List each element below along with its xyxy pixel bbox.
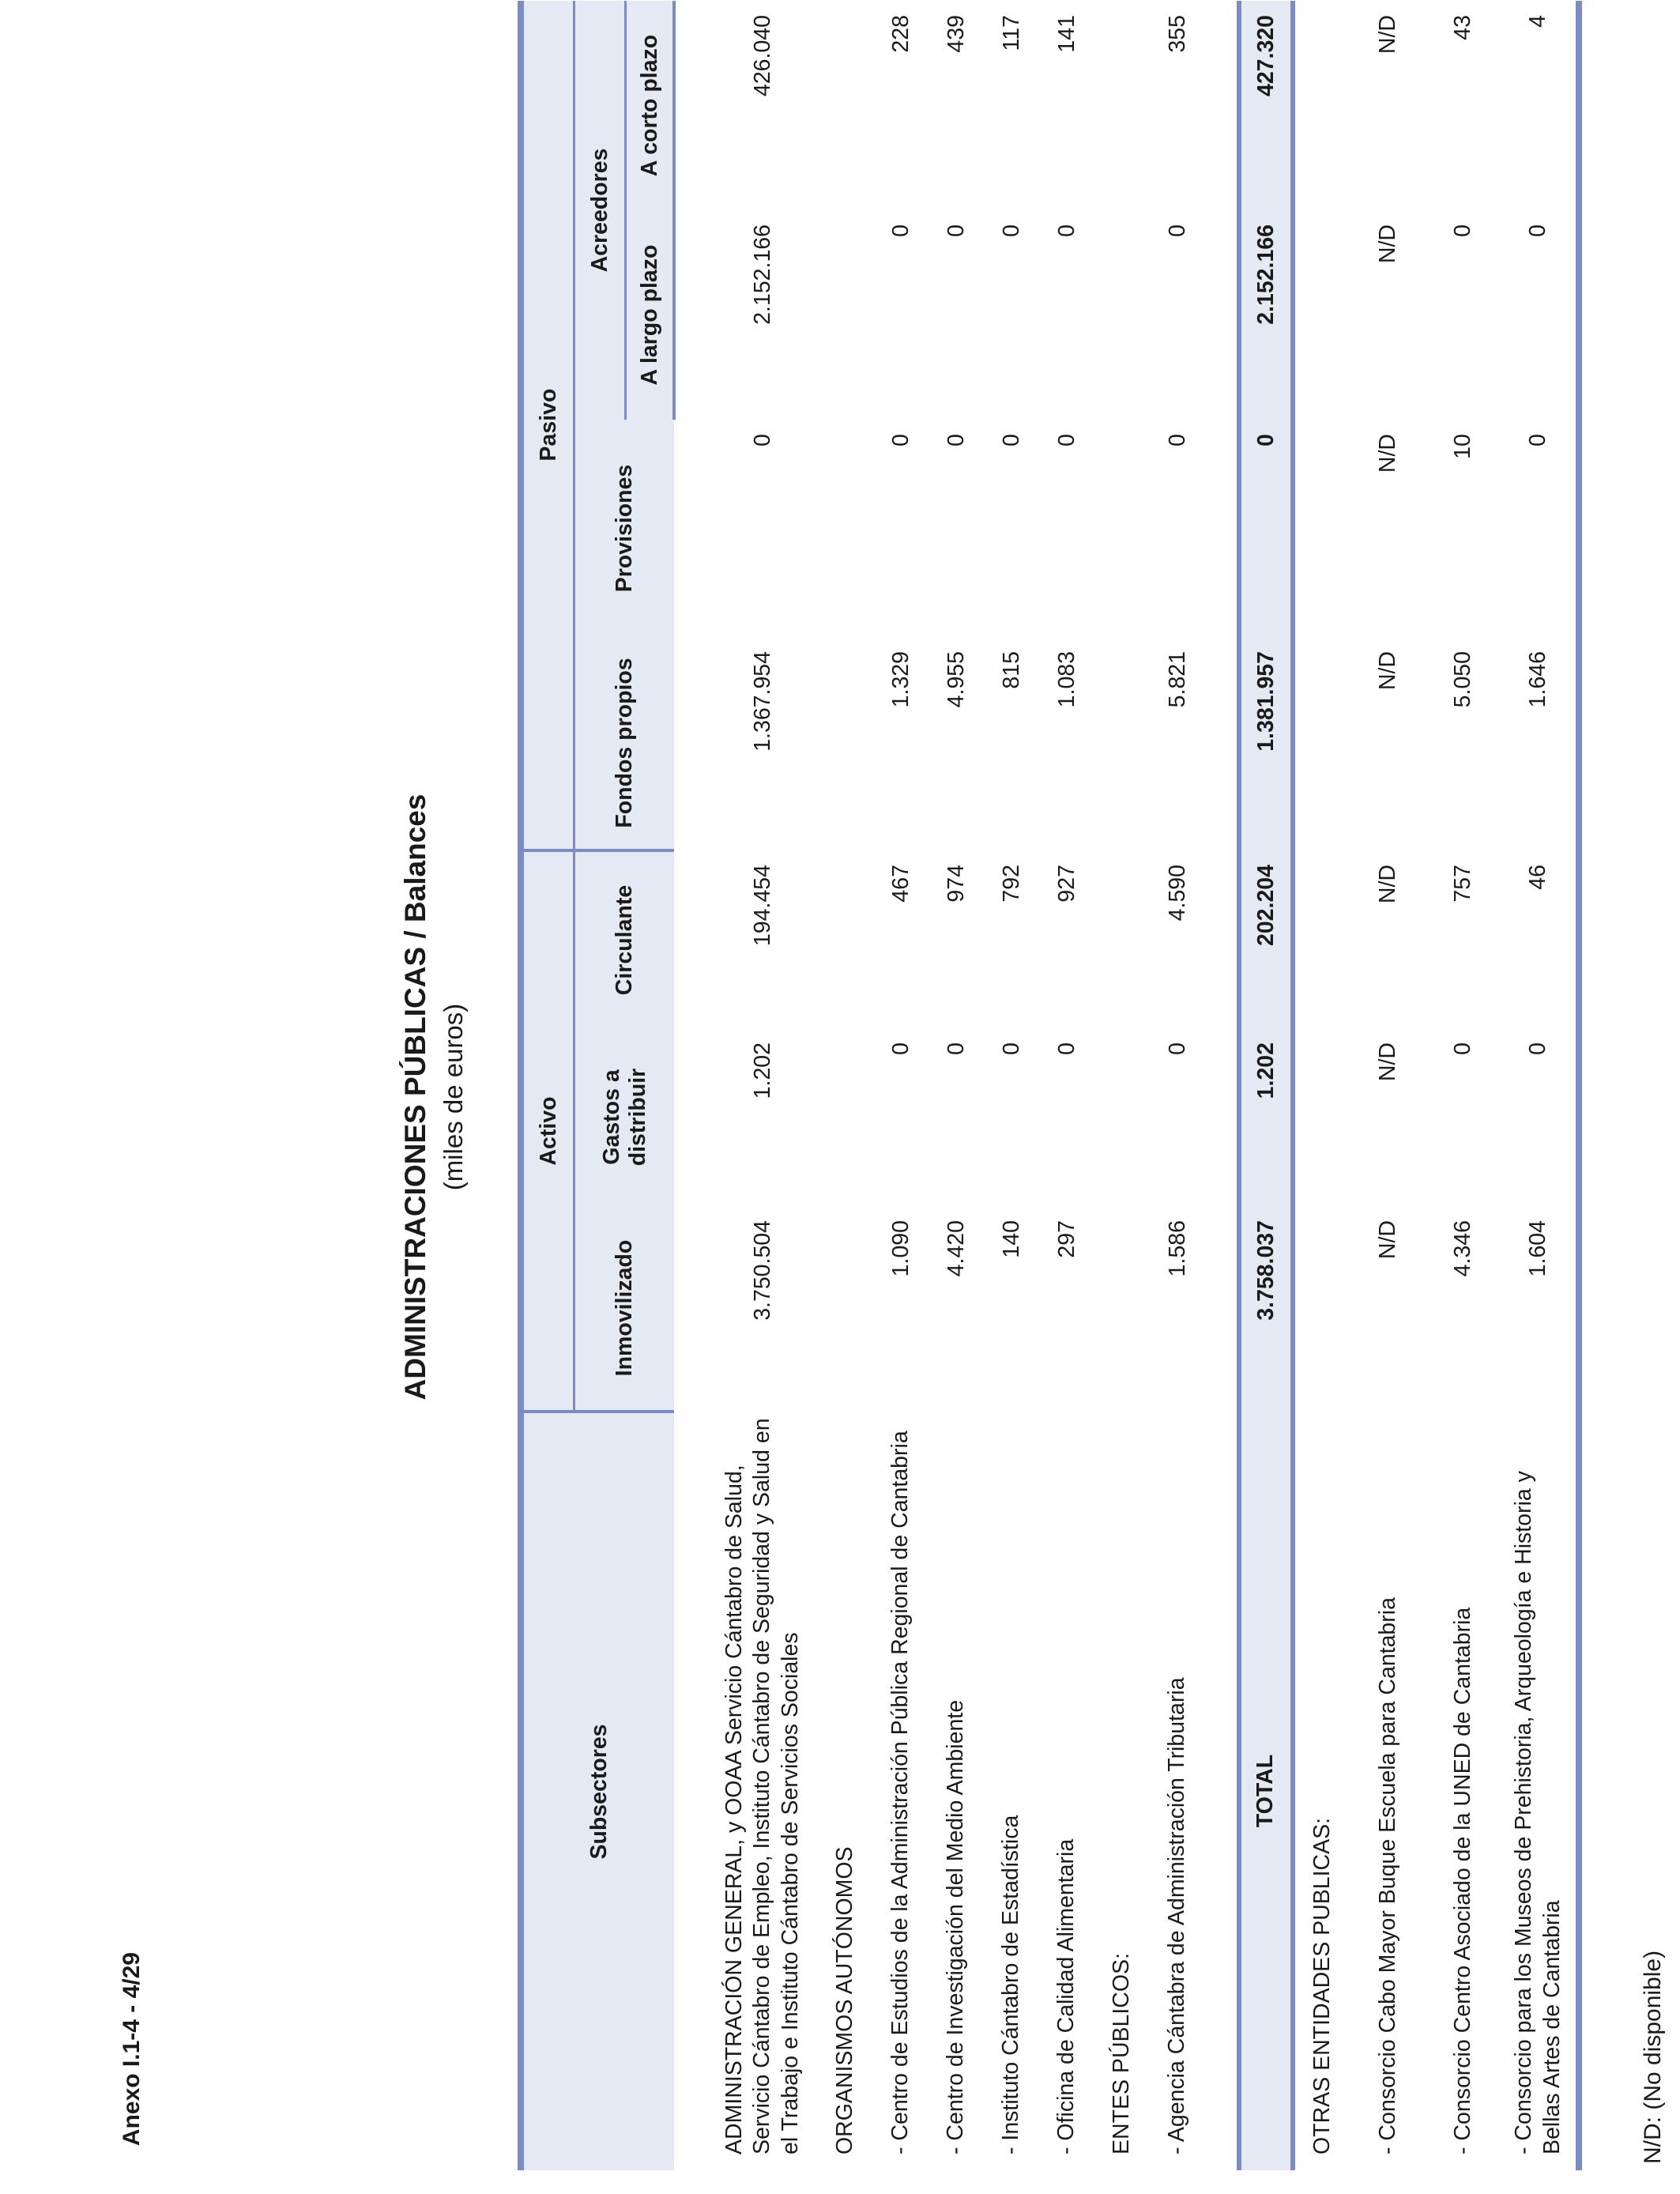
cell: 0 [887,224,913,237]
table-row [1501,1,1579,2170]
cell: 140 [998,1220,1024,1258]
header-activo: Activo [521,850,574,1412]
table-row-total [1239,1,1293,2170]
header-largo-plazo: A largo plazo [626,210,675,420]
cell: 0 [1501,420,1579,637]
cell: 0 [1053,224,1079,237]
cell: 0 [1450,224,1475,237]
cell: N/D [1375,1042,1400,1082]
header-gastos: Gastos a distribuir [574,1028,675,1206]
cell: 4.955 [943,651,969,708]
row-label: - Agencia Cántabra de Administración Tributaria [1164,1677,1190,2154]
table-row [1150,1,1205,2170]
header-inmovilizado: Inmovilizado [574,1206,675,1412]
page-subtitle: (miles de euros) [439,1003,468,1191]
cell: 5.050 [1450,651,1475,708]
section-organismos [818,1,873,2170]
row-label: - Instituto Cántabro de Estadística [998,1815,1024,2154]
header-fondos: Fondos propios [574,637,675,850]
cell: 0 [1053,1042,1079,1055]
cell: 974 [943,865,969,903]
total-label: TOTAL [1239,1412,1293,2170]
cell: 4.420 [943,1220,969,1277]
cell: 0 [1164,224,1190,237]
total-cell: 2.152.166 [1239,210,1293,420]
table-row [1426,1,1501,2170]
cell: 439 [943,15,969,53]
cell: 355 [1164,15,1190,53]
cell: 5.821 [1164,651,1190,708]
cell: 43 [1450,15,1475,40]
cell: 467 [887,865,913,903]
cell: N/D [1375,651,1400,691]
cell-inmovilizado: 3.750.504 [749,1220,775,1321]
cell: 1.604 [1501,1206,1579,1412]
row-label: - Consorcio Cabo Mayor Buque Escuela para Cantabria [1374,1597,1400,2154]
header-pasivo: Pasivo [521,1,574,850]
header-acreedores: Acreedores [574,1,626,420]
table-row-admin-general [707,1,818,2170]
cell: 46 [1501,850,1579,1028]
cell: 117 [998,15,1024,51]
table-row [873,1,929,2170]
total-cell: 202.204 [1239,850,1293,1028]
cell: 1.646 [1501,637,1579,850]
section-label: OTRAS ENTIDADES PUBLICAS: [1309,1817,1335,2154]
footnote: N/D: (No disponible) [1640,1950,1666,2164]
table-row [984,1,1039,2170]
balances-table [518,1,1582,2170]
cell: 228 [887,15,913,53]
table-row [929,1,984,2170]
cell: 1.083 [1053,651,1079,708]
cell: N/D [1375,15,1400,55]
row-label: ADMINISTRACIÓN GENERAL, y OOAA Servicio Cántabro de Salud, Servicio Cántabro de Empleo, Instituto Cántabro de Seguridad y Salud en el Trabajo e Instituto Cántabro de Servicios Sociales [721,1418,803,2154]
total-cell: 1.202 [1239,1028,1293,1206]
cell: 1.090 [887,1220,913,1277]
cell: 0 [1501,210,1579,420]
cell: 757 [1450,865,1475,903]
table-row [1039,1,1094,2170]
header-corto-plazo: A corto plazo [626,1,675,210]
row-label: - Consorcio Centro Asociado de la UNED de Cantabria [1449,1607,1475,2154]
row-label: - Centro de Estudios de la Administración Pública Regional de Cantabria [887,1431,913,2154]
cell: 0 [943,434,969,447]
cell: N/D [1375,434,1400,473]
row-label: - Centro de Investigación del Medio Ambiente [943,1699,969,2154]
page-title: ADMINISTRACIONES PÚBLICAS / Balances [399,794,431,1400]
annex-label: Anexo I.1-4 - 4/29 [119,1952,145,2147]
cell: N/D [1375,224,1400,264]
table-row [1350,1,1426,2170]
cell: 0 [998,224,1024,237]
cell: 4.346 [1450,1220,1475,1277]
cell: 0 [1053,434,1079,447]
total-cell: 3.758.037 [1239,1206,1293,1412]
cell-fondos: 1.367.954 [749,651,775,752]
cell-circulante: 194.454 [749,865,775,947]
header-subsectores: Subsectores [521,1412,674,2170]
cell-provisiones: 0 [749,434,775,447]
header-circulante: Circulante [574,850,675,1028]
cell: 1.329 [887,651,913,708]
cell: 0 [1501,1028,1579,1206]
cell-gastos: 1.202 [749,1042,775,1099]
cell: 10 [1450,434,1475,459]
cell: 792 [998,865,1024,903]
section-otras [1293,1,1350,2170]
section-entes [1094,1,1150,2170]
cell: 815 [998,651,1024,689]
header-provisiones: Provisiones [574,420,675,637]
section-label: ENTES PÚBLICOS: [1109,1953,1135,2154]
cell-largo: 2.152.166 [749,224,775,325]
cell: 0 [943,1042,969,1055]
cell: 0 [998,1042,1024,1055]
total-cell: 427.320 [1239,1,1293,210]
total-cell: 1.381.957 [1239,637,1293,850]
cell: 0 [887,434,913,447]
cell: N/D [1375,865,1400,904]
cell: 0 [998,434,1024,447]
section-label: ORGANISMOS AUTÓNOMOS [832,1846,858,2154]
cell: 0 [943,224,969,237]
row-label: - Oficina de Calidad Alimentaria [1053,1838,1079,2154]
cell: 141 [1053,15,1079,53]
cell: 4 [1501,1,1579,210]
cell: N/D [1375,1220,1400,1260]
total-cell: 0 [1239,420,1293,637]
cell: 0 [1164,1042,1190,1055]
row-label: - Consorcio para los Museos de Prehistoria, Arqueología e Historia y Bellas Artes de Cantabria [1501,1412,1579,2170]
cell: 0 [1450,1042,1475,1055]
cell: 4.590 [1164,865,1190,922]
cell: 927 [1053,865,1079,903]
cell: 297 [1053,1220,1079,1258]
cell: 0 [887,1042,913,1055]
cell: 0 [1164,434,1190,447]
cell: 1.586 [1164,1220,1190,1277]
cell-corto: 426.040 [749,15,775,97]
